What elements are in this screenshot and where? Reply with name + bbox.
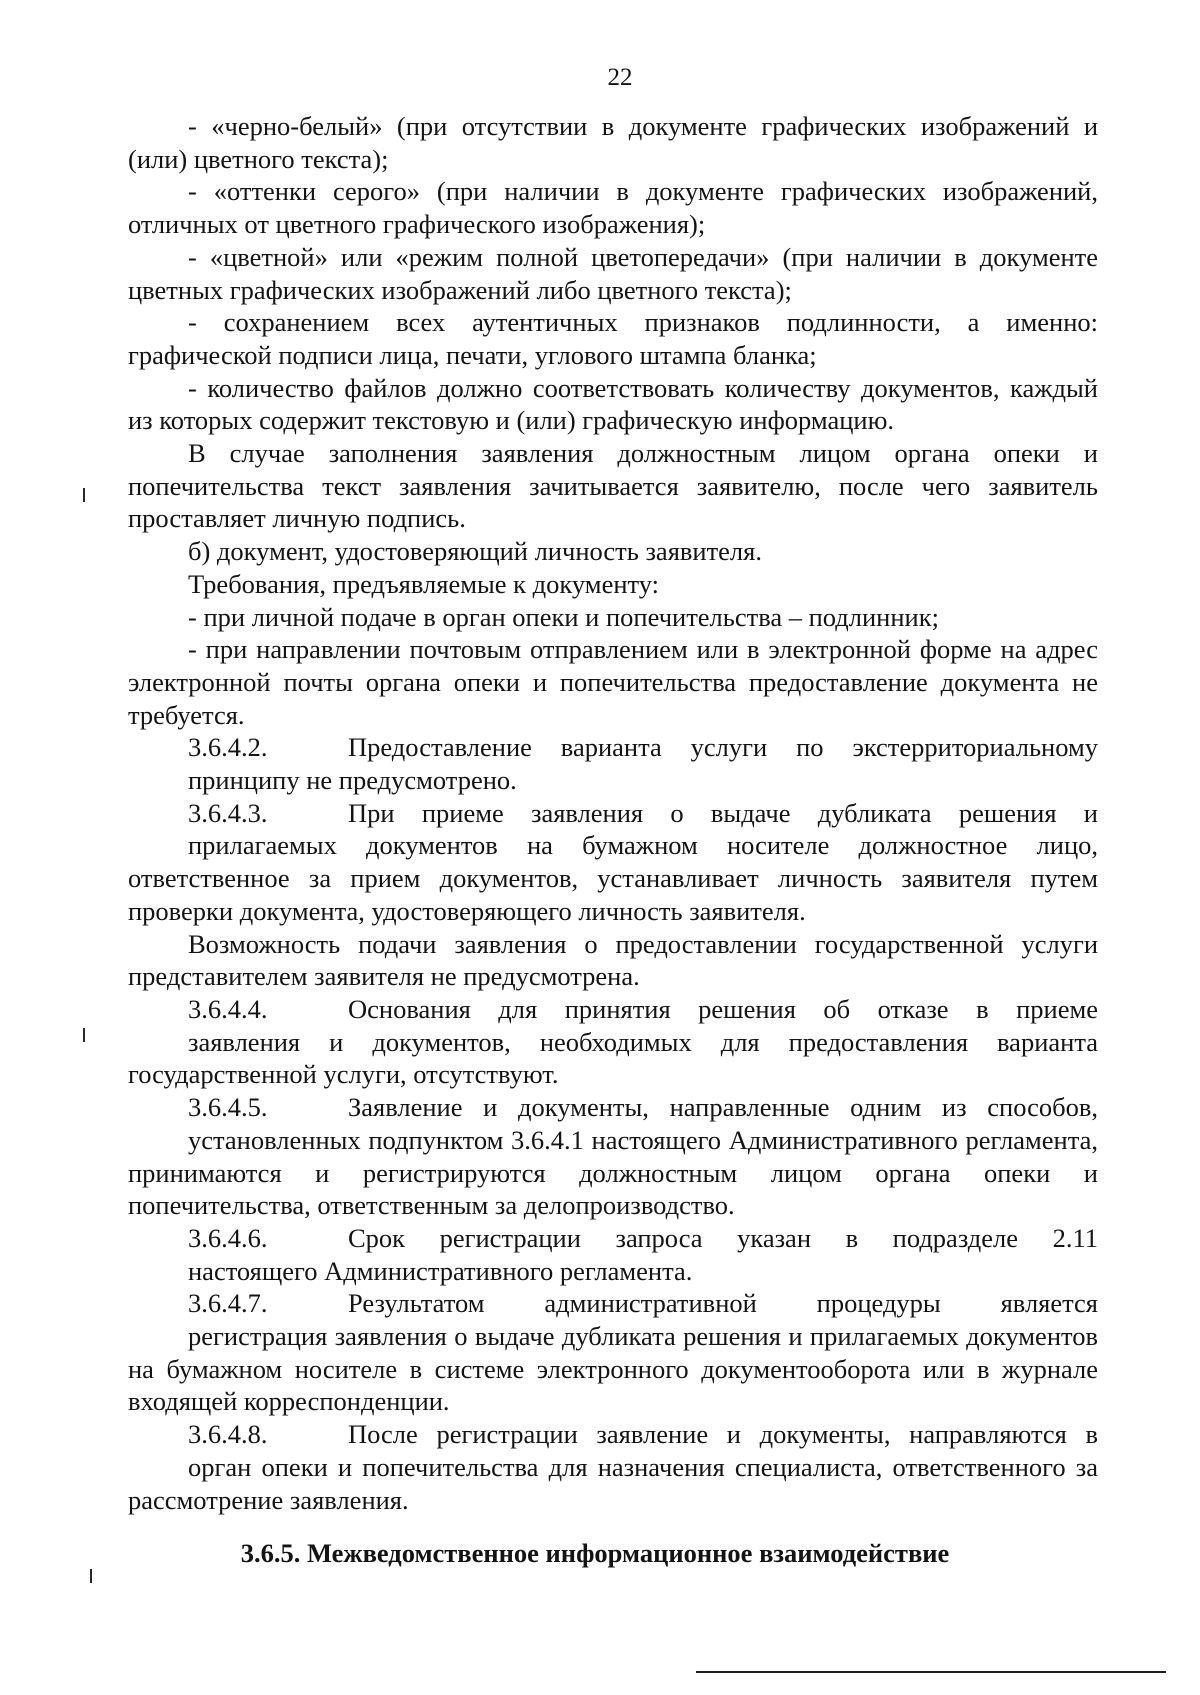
- page-number: 22: [607, 64, 633, 91]
- paragraph: Требования, предъявляемые к документу:: [188, 568, 660, 599]
- body-text: [128, 110, 1098, 1516]
- subsection-3642: [128, 731, 1098, 764]
- subsection-number: 3.6.4.3.: [188, 797, 268, 828]
- paragraph: - при личной подаче в орган опеки и попечительства – подлинник;: [188, 601, 939, 632]
- subsection-lead: Основания для принятия решения об отказе в приеме: [348, 993, 1098, 1024]
- paragraph: - «черно-белый» (при отсутствии в документе графических изображений и (или) цветного текста);: [128, 111, 1098, 174]
- subsection-lead: После регистрации заявление и документы, направляются в: [348, 1419, 1098, 1450]
- paragraph: - сохранением всех аутентичных признаков подлинности, а именно: графической подписи лица, печати, углового штампа бланка;: [128, 307, 1098, 370]
- subsection-number: 3.6.4.6.: [188, 1222, 268, 1253]
- subsection-3648: [128, 1418, 1098, 1451]
- subsection-3643: [128, 797, 1098, 830]
- subsection-text: регистрация заявления о выдаче дубликата решения и прилагаемых документов на бумажном носителе в системе электронного документооборота или в журнале входящей корреспонденции.: [128, 1321, 1098, 1417]
- subsection-text: настоящего Административного регламента.: [188, 1255, 693, 1286]
- subsection-lead: Срок регистрации запроса указан в подразделе 2.11: [348, 1222, 1098, 1253]
- section-heading: 3.6.5. Межведомственное информационное взаимодействие: [240, 1538, 950, 1568]
- subsection-3647: [128, 1287, 1098, 1320]
- subsection-number: 3.6.4.5.: [188, 1092, 268, 1123]
- paragraph: - «цветной» или «режим полной цветопередачи» (при наличии в документе цветных графических изображений либо цветного текста);: [128, 241, 1098, 305]
- subsection-lead: При приеме заявления о выдаче дубликата решения и: [348, 797, 1098, 828]
- paragraph: - «оттенки серого» (при наличии в документе графических изображений, отличных от цветного графического изображения);: [128, 176, 1098, 240]
- paragraph: Возможность подачи заявления о предоставлении государственной услуги представителем заявителя не предусмотрена.: [128, 928, 1098, 992]
- subsection-number: 3.6.4.7.: [188, 1288, 268, 1319]
- subsection-lead: Заявление и документы, направленные одним из способов,: [348, 1092, 1098, 1123]
- paragraph: - при направлении почтовым отправлением или в электронной форме на адрес электронной почты органа опеки и попечительства предоставление документа не требуется.: [128, 634, 1098, 730]
- scan-mark: [83, 1028, 85, 1042]
- paragraph: - количество файлов должно соответствовать количеству документов, каждый из которых содержит текстовую и (или) графическую информацию.: [128, 372, 1098, 436]
- subsection-3644: [128, 993, 1098, 1026]
- subsection-lead: Результатом административной процедуры является: [348, 1288, 1098, 1319]
- subsection-number: 3.6.4.8.: [188, 1419, 268, 1450]
- subsection-text: прилагаемых документов на бумажном носителе должностное лицо, ответственное за прием документов, устанавливает личность заявителя путем проверки документа, удостоверяющего личность заявителя.: [128, 830, 1098, 926]
- subsection-text: принципу не предусмотрено.: [188, 765, 517, 796]
- scan-mark: [83, 488, 85, 502]
- scan-mark: [90, 1569, 92, 1583]
- subsection-text: орган опеки и попечительства для назначения специалиста, ответственного за рассмотрение заявления.: [128, 1451, 1098, 1515]
- subsection-lead: Предоставление варианта услуги по экстерриториальному: [348, 732, 1098, 763]
- footer-rule: [696, 1671, 1166, 1673]
- subsection-3646: [128, 1222, 1098, 1255]
- paragraph: б) документ, удостоверяющий личность заявителя.: [188, 536, 762, 567]
- subsection-number: 3.6.4.4.: [188, 993, 268, 1024]
- subsection-text: заявления и документов, необходимых для предоставления варианта государственной услуги, отсутствуют.: [128, 1026, 1098, 1090]
- subsection-3645: [128, 1091, 1098, 1124]
- subsection-number: 3.6.4.2.: [188, 732, 268, 763]
- subsection-text: установленных подпунктом 3.6.4.1 настоящего Административного регламента, принимаются и регистрируются должностным лицом органа опеки и попечительства, ответственным за делопроизводство.: [128, 1124, 1098, 1221]
- paragraph: В случае заполнения заявления должностным лицом органа опеки и попечительства текст заявления зачитывается заявителю, после чего заявитель проставляет личную подпись.: [128, 438, 1098, 534]
